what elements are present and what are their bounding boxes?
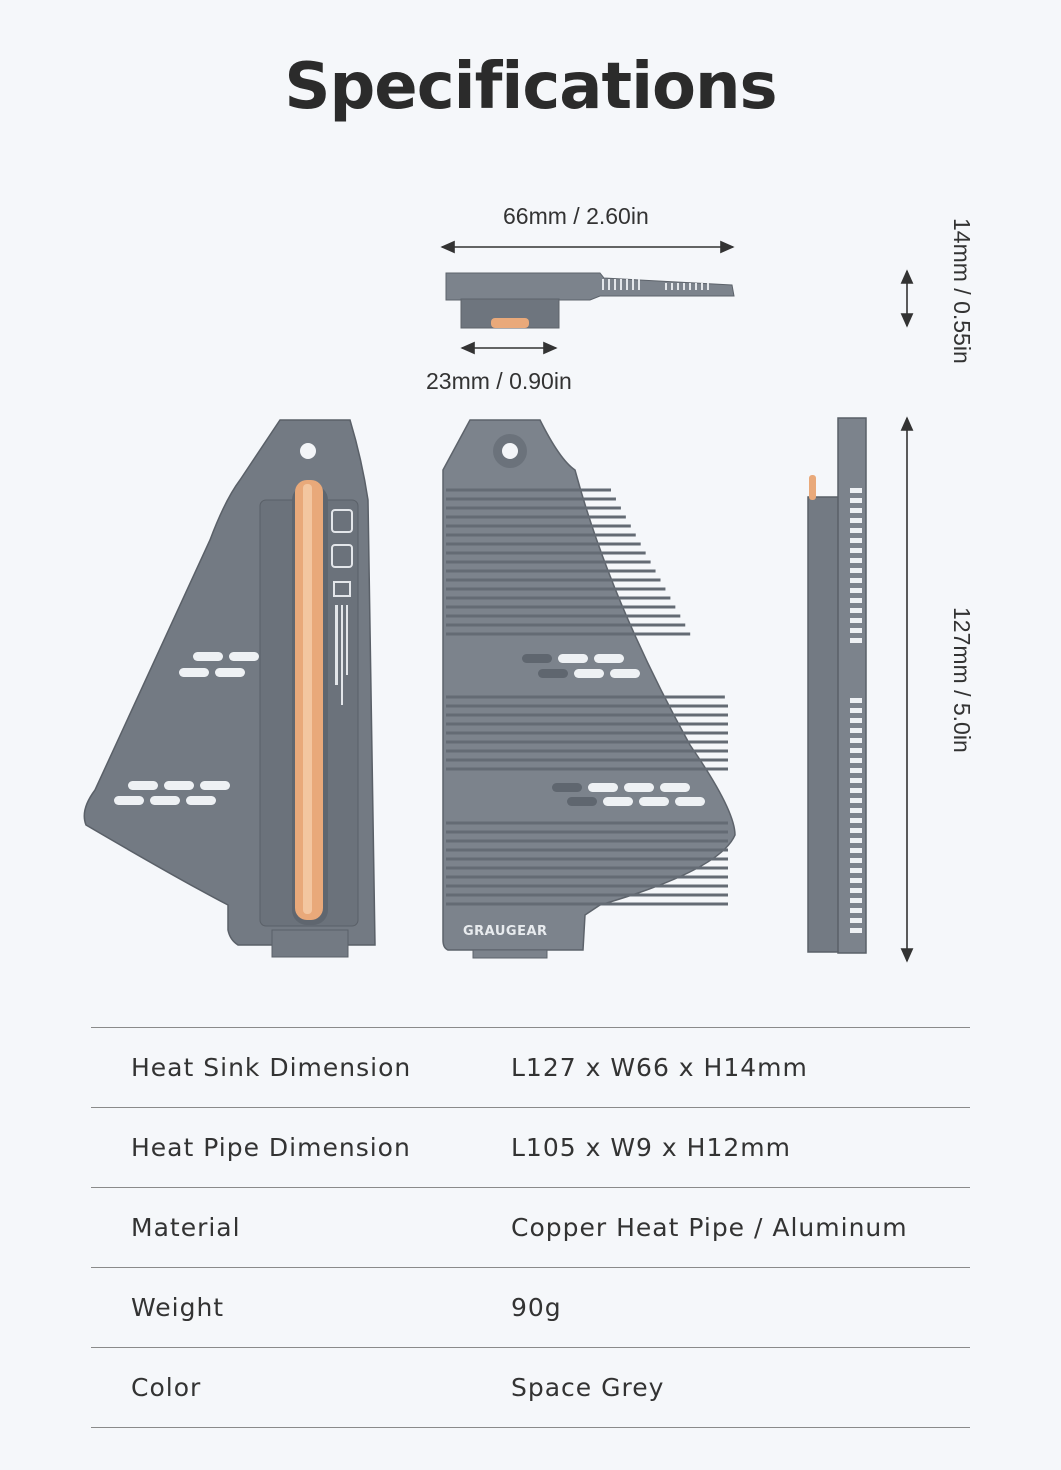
width-dimension-label: 66mm / 2.60in <box>503 203 649 229</box>
spec-row <box>91 1348 970 1428</box>
spec-value: Space Grey <box>511 1348 970 1428</box>
spec-row <box>91 1188 970 1268</box>
spec-label: Heat Pipe Dimension <box>91 1108 511 1188</box>
side-view <box>808 418 866 953</box>
spec-value: Copper Heat Pipe / Aluminum <box>511 1188 970 1268</box>
page-title: Specifications <box>284 50 777 124</box>
spec-row <box>91 1108 970 1188</box>
spec-label: Material <box>91 1188 511 1268</box>
spec-value: 90g <box>511 1268 970 1348</box>
brand-logo: GRAUGEAR <box>463 924 548 939</box>
spec-row <box>91 1268 970 1348</box>
spec-value: L105 x W9 x H12mm <box>511 1108 970 1188</box>
height-dimension-label: 14mm / 0.55in <box>949 218 975 364</box>
specs-table <box>91 1027 970 1428</box>
spec-label: Color <box>91 1348 511 1428</box>
spec-value: L127 x W66 x H14mm <box>511 1028 970 1108</box>
end-view <box>446 273 734 328</box>
length-dimension-label: 127mm / 5.0in <box>949 607 975 753</box>
spec-label: Heat Sink Dimension <box>91 1028 511 1108</box>
pipe-width-dimension-label: 23mm / 0.90in <box>426 368 572 394</box>
spec-label: Weight <box>91 1268 511 1348</box>
spec-row <box>91 1028 970 1108</box>
back-view <box>84 420 375 957</box>
front-view <box>443 420 735 958</box>
